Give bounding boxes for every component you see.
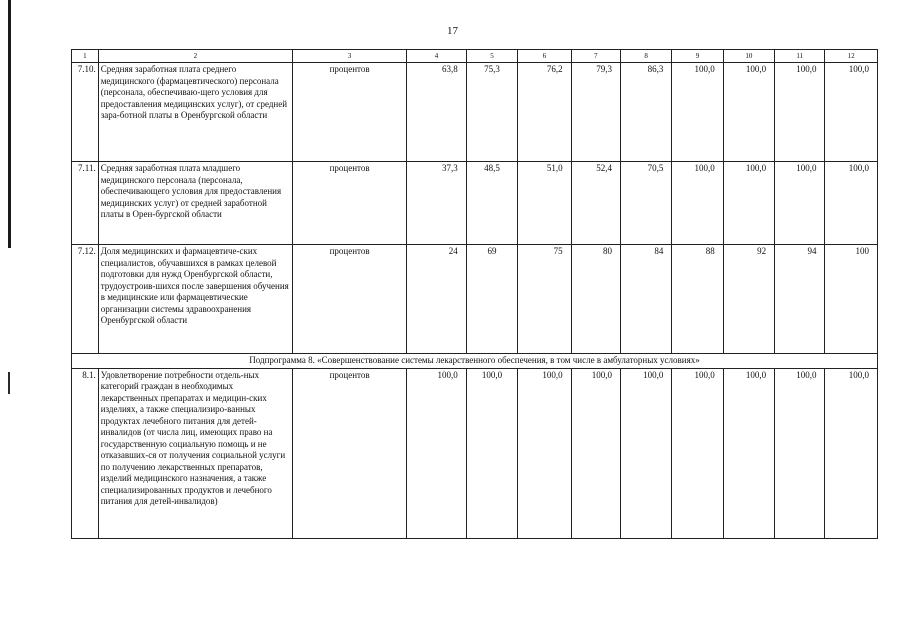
row-number: 7.12. bbox=[72, 245, 99, 354]
value-cell: 100,0 bbox=[672, 162, 723, 245]
row-number: 8.1. bbox=[72, 368, 99, 538]
value-cell: 100,0 bbox=[825, 368, 878, 538]
indicator-name: Доля медицинских и фармацевтиче-ских специалистов, обучавшихся в рамках целевой подготовки для нужд Оренбургской области, трудоустроив-шихся после завершения обучения в медицинские или фармацевтические организации системы здравоохранения Оренбургской области bbox=[98, 245, 292, 354]
value-cell: 92 bbox=[723, 245, 774, 354]
value-cell: 75 bbox=[518, 245, 571, 354]
column-numbers-row bbox=[72, 50, 878, 63]
value-cell: 100,0 bbox=[518, 368, 571, 538]
value-cell: 84 bbox=[620, 245, 671, 354]
indicator-name: Удовлетворение потребности отдель-ных категорий граждан в необходимых лекарственных препаратах и медицин-ских изделиях, а также специализиро-ванных продуктах лечебного питания для детей-инвалидов (от числа лиц, имеющих право на государственную социальную помощь и не отказавших-ся от получения социальной услуги по получению лекарственных препаратов, изделий медицинского назначения, а также специализированных продуктов и лечебного питания для детей-инвалидов) bbox=[98, 368, 292, 538]
column-header: 1 bbox=[72, 50, 99, 63]
value-cell: 100,0 bbox=[775, 63, 825, 162]
value-cell: 76,2 bbox=[518, 63, 571, 162]
column-header: 3 bbox=[293, 50, 407, 63]
table-row bbox=[72, 63, 878, 162]
column-header: 9 bbox=[672, 50, 723, 63]
value-cell: 94 bbox=[775, 245, 825, 354]
column-header: 5 bbox=[466, 50, 517, 63]
value-cell: 37,3 bbox=[407, 162, 467, 245]
value-cell: 86,3 bbox=[620, 63, 671, 162]
value-cell: 100,0 bbox=[825, 162, 878, 245]
value-cell: 70,5 bbox=[620, 162, 671, 245]
column-header: 2 bbox=[98, 50, 292, 63]
value-cell: 100 bbox=[825, 245, 878, 354]
value-cell: 100,0 bbox=[672, 63, 723, 162]
value-cell: 100,0 bbox=[775, 368, 825, 538]
value-cell: 88 bbox=[672, 245, 723, 354]
binding-edge-mark bbox=[8, 372, 10, 394]
page-number: 17 bbox=[447, 25, 458, 37]
value-cell: 100,0 bbox=[672, 368, 723, 538]
value-cell: 48,5 bbox=[466, 162, 517, 245]
column-header: 4 bbox=[407, 50, 467, 63]
unit-cell: процентов bbox=[293, 63, 407, 162]
value-cell: 100,0 bbox=[825, 63, 878, 162]
indicator-name: Средняя заработная плата младшего медицинского персонала (персонала, обеспечивающего условия для предоставления медицинских услуг) от средней заработной платы в Орен-бургской области bbox=[98, 162, 292, 245]
value-cell: 69 bbox=[466, 245, 517, 354]
value-cell: 52,4 bbox=[571, 162, 620, 245]
value-cell: 100,0 bbox=[723, 162, 774, 245]
table-row bbox=[72, 162, 878, 245]
column-header: 11 bbox=[775, 50, 825, 63]
value-cell: 63,8 bbox=[407, 63, 467, 162]
indicators-table bbox=[71, 49, 878, 539]
row-number: 7.11. bbox=[72, 162, 99, 245]
subprogram-row bbox=[72, 354, 878, 369]
value-cell: 100,0 bbox=[723, 63, 774, 162]
value-cell: 79,3 bbox=[571, 63, 620, 162]
unit-cell: процентов bbox=[293, 245, 407, 354]
value-cell: 100,0 bbox=[407, 368, 467, 538]
unit-cell: процентов bbox=[293, 162, 407, 245]
table-row bbox=[72, 368, 878, 538]
row-number: 7.10. bbox=[72, 63, 99, 162]
binding-edge-line bbox=[8, 0, 11, 248]
column-header: 10 bbox=[723, 50, 774, 63]
value-cell: 100,0 bbox=[466, 368, 517, 538]
value-cell: 100,0 bbox=[571, 368, 620, 538]
column-header: 8 bbox=[620, 50, 671, 63]
column-header: 12 bbox=[825, 50, 878, 63]
value-cell: 51,0 bbox=[518, 162, 571, 245]
value-cell: 75,3 bbox=[466, 63, 517, 162]
column-header: 7 bbox=[571, 50, 620, 63]
value-cell: 100,0 bbox=[620, 368, 671, 538]
column-header: 6 bbox=[518, 50, 571, 63]
table-row bbox=[72, 245, 878, 354]
unit-cell: процентов bbox=[293, 368, 407, 538]
subprogram-title: Подпрограмма 8. «Совершенствование системы лекарственного обеспечения, в том числе в амбулаторных условиях» bbox=[72, 354, 878, 369]
indicator-name: Средняя заработная плата среднего медицинского (фармацевтического) персонала (персонала, обеспечиваю-щего условия для предоставления медицинских услуг), от средней зара-ботной платы в Оренбургской области bbox=[98, 63, 292, 162]
value-cell: 24 bbox=[407, 245, 467, 354]
value-cell: 100,0 bbox=[775, 162, 825, 245]
value-cell: 80 bbox=[571, 245, 620, 354]
value-cell: 100,0 bbox=[723, 368, 774, 538]
